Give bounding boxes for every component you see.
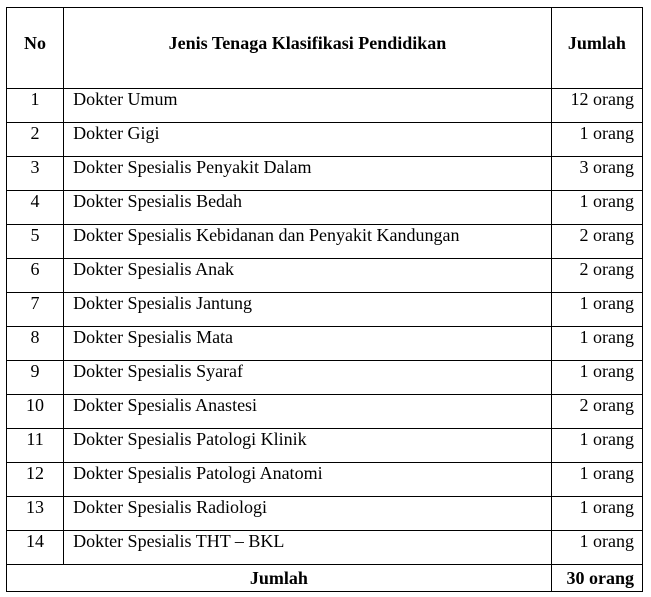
table-row [7, 327, 643, 361]
table-row [7, 395, 643, 429]
staff-type: Dokter Spesialis Kebidanan dan Penyakit Kandungan [64, 225, 552, 259]
staff-count: 2 orang [551, 225, 642, 259]
staff-count: 2 orang [551, 395, 642, 429]
table-row [7, 497, 643, 531]
staff-count: 1 orang [551, 191, 642, 225]
staff-type: Dokter Spesialis Jantung [64, 293, 552, 327]
staff-table-container [6, 7, 643, 592]
row-number: 1 [7, 89, 64, 123]
total-value: 30 orang [551, 565, 642, 592]
staff-type: Dokter Spesialis Bedah [64, 191, 552, 225]
table-row [7, 293, 643, 327]
row-number: 2 [7, 123, 64, 157]
staff-type: Dokter Spesialis Patologi Anatomi [64, 463, 552, 497]
staff-count: 1 orang [551, 327, 642, 361]
staff-count: 1 orang [551, 429, 642, 463]
row-number: 10 [7, 395, 64, 429]
row-number: 14 [7, 531, 64, 565]
staff-count: 2 orang [551, 259, 642, 293]
table-row [7, 259, 643, 293]
staff-type: Dokter Spesialis Radiologi [64, 497, 552, 531]
row-number: 3 [7, 157, 64, 191]
table-header [7, 8, 643, 89]
header-row [7, 8, 643, 89]
staff-count: 1 orang [551, 531, 642, 565]
staff-count: 1 orang [551, 361, 642, 395]
table-row [7, 191, 643, 225]
table-row [7, 123, 643, 157]
row-number: 7 [7, 293, 64, 327]
table-body [7, 89, 643, 565]
staff-count: 12 orang [551, 89, 642, 123]
row-number: 12 [7, 463, 64, 497]
header-count: Jumlah [551, 8, 642, 89]
staff-count: 1 orang [551, 123, 642, 157]
staff-type: Dokter Spesialis THT – BKL [64, 531, 552, 565]
row-number: 4 [7, 191, 64, 225]
table-row [7, 361, 643, 395]
table-row [7, 157, 643, 191]
table-row [7, 89, 643, 123]
staff-type: Dokter Spesialis Anastesi [64, 395, 552, 429]
header-staff-type: Jenis Tenaga Klasifikasi Pendidikan [64, 8, 552, 89]
staff-type: Dokter Spesialis Mata [64, 327, 552, 361]
table-row [7, 531, 643, 565]
staff-type: Dokter Spesialis Penyakit Dalam [64, 157, 552, 191]
total-row [7, 565, 643, 592]
table-row [7, 463, 643, 497]
total-label: Jumlah [7, 565, 552, 592]
staff-type: Dokter Gigi [64, 123, 552, 157]
table-row [7, 429, 643, 463]
staff-count: 1 orang [551, 497, 642, 531]
staff-type: Dokter Umum [64, 89, 552, 123]
header-no: No [7, 8, 64, 89]
row-number: 11 [7, 429, 64, 463]
row-number: 13 [7, 497, 64, 531]
staff-count: 3 orang [551, 157, 642, 191]
staff-count: 1 orang [551, 293, 642, 327]
row-number: 8 [7, 327, 64, 361]
row-number: 9 [7, 361, 64, 395]
staff-count: 1 orang [551, 463, 642, 497]
staff-type: Dokter Spesialis Syaraf [64, 361, 552, 395]
staff-classification-table [6, 7, 643, 592]
staff-type: Dokter Spesialis Anak [64, 259, 552, 293]
staff-type: Dokter Spesialis Patologi Klinik [64, 429, 552, 463]
table-footer [7, 565, 643, 592]
table-row [7, 225, 643, 259]
row-number: 5 [7, 225, 64, 259]
row-number: 6 [7, 259, 64, 293]
